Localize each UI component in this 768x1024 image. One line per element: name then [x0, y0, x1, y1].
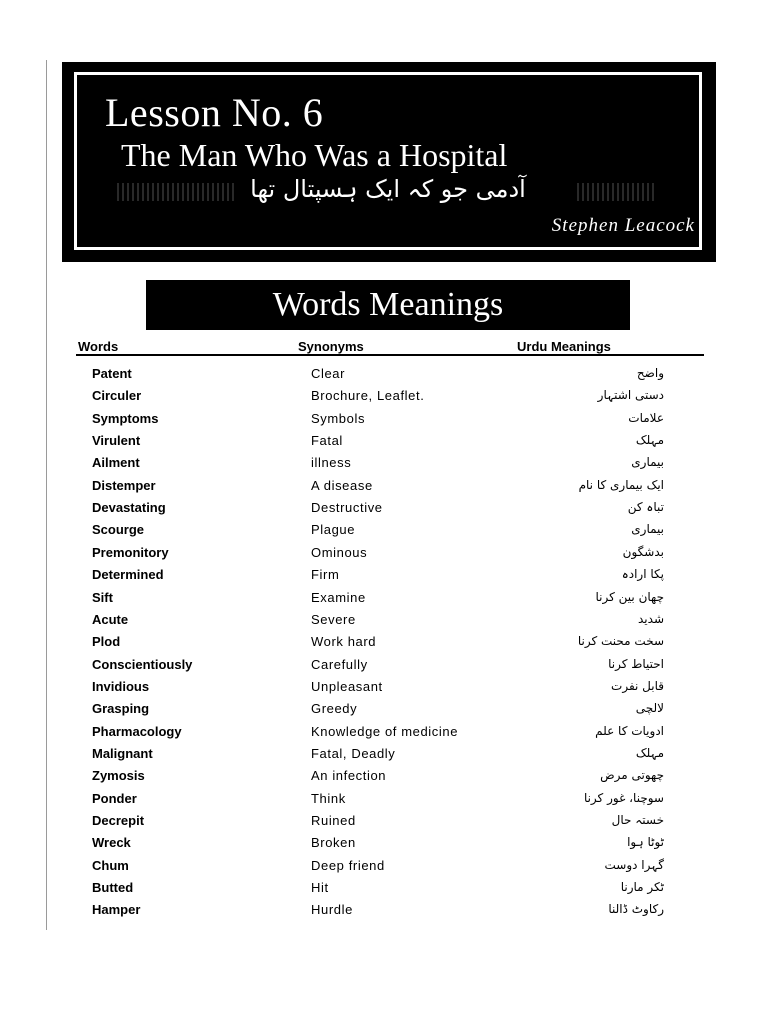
- author-name: Stephen Leacock: [551, 215, 695, 236]
- table-row: [0, 880, 768, 902]
- word-cell: Conscientiously: [92, 657, 193, 672]
- column-header-words: Words: [78, 339, 119, 354]
- synonym-cell: Destructive: [311, 500, 383, 515]
- header-rule: [76, 354, 704, 356]
- synonym-cell: Work hard: [311, 634, 377, 649]
- urdu-meaning-cell: بیماری: [631, 522, 664, 536]
- word-cell: Acute: [92, 612, 129, 627]
- word-cell: Symptoms: [92, 411, 159, 426]
- urdu-meaning-cell: خستہ حال: [611, 813, 664, 827]
- urdu-meaning-cell: ادویات کا علم: [595, 724, 664, 738]
- synonym-cell: Examine: [311, 590, 366, 605]
- word-cell: Chum: [92, 858, 129, 873]
- synonym-cell: Think: [311, 791, 346, 806]
- synonym-cell: Ominous: [311, 545, 368, 560]
- table-row: [0, 858, 768, 880]
- urdu-meaning-cell: سخت محنت کرنا: [577, 634, 664, 648]
- synonym-cell: A disease: [311, 478, 373, 493]
- urdu-meaning-cell: بدشگون: [622, 545, 664, 559]
- word-cell: Virulent: [92, 433, 141, 448]
- column-header-urdu: Urdu Meanings: [517, 339, 611, 354]
- word-cell: Butted: [92, 880, 134, 895]
- urdu-title: آدمی جو کہ ایک ہسپتال تھا: [250, 175, 526, 203]
- table-row: [0, 522, 768, 544]
- word-cell: Plod: [92, 634, 121, 649]
- table-row: [0, 768, 768, 790]
- table-row: [0, 366, 768, 388]
- synonym-cell: Hit: [311, 880, 329, 895]
- synonym-cell: Unpleasant: [311, 679, 383, 694]
- lesson-banner: [62, 62, 716, 262]
- synonym-cell: An infection: [311, 768, 387, 783]
- synonym-cell: illness: [311, 455, 352, 470]
- word-cell: Circuler: [92, 388, 142, 403]
- urdu-meaning-cell: علامات: [628, 411, 664, 425]
- urdu-meaning-cell: ٹکر مارنا: [620, 880, 664, 894]
- synonym-cell: Firm: [311, 567, 340, 582]
- word-cell: Devastating: [92, 500, 166, 515]
- column-header-synonyms: Synonyms: [298, 339, 364, 354]
- urdu-meaning-cell: مہلک: [635, 746, 664, 760]
- urdu-meaning-cell: لالچی: [635, 701, 664, 715]
- synonym-cell: Clear: [311, 366, 346, 381]
- section-title: Words Meanings: [146, 280, 630, 330]
- urdu-meaning-cell: شدید: [638, 612, 664, 626]
- urdu-meaning-cell: رکاوٹ ڈالنا: [608, 902, 664, 916]
- synonym-cell: Fatal, Deadly: [311, 746, 396, 761]
- word-cell: Ailment: [92, 455, 140, 470]
- word-cell: Sift: [92, 590, 113, 605]
- urdu-meaning-cell: واضح: [636, 366, 664, 380]
- word-cell: Malignant: [92, 746, 153, 761]
- story-title: The Man Who Was a Hospital: [121, 137, 508, 173]
- urdu-meaning-cell: بیماری: [631, 455, 664, 469]
- synonym-cell: Symbols: [311, 411, 366, 426]
- table-row: [0, 634, 768, 656]
- word-cell: Determined: [92, 567, 164, 582]
- synonym-cell: Deep friend: [311, 858, 385, 873]
- table-row: [0, 388, 768, 410]
- word-cell: Distemper: [92, 478, 156, 493]
- word-cell: Ponder: [92, 791, 137, 806]
- table-row: [0, 724, 768, 746]
- table-row: [0, 813, 768, 835]
- word-cell: Invidious: [92, 679, 150, 694]
- urdu-meaning-cell: تباہ کن: [627, 500, 664, 514]
- table-row: [0, 835, 768, 857]
- urdu-meaning-cell: پکا ارادہ: [621, 567, 664, 581]
- table-row: [0, 657, 768, 679]
- lesson-number: Lesson No. 6: [105, 90, 324, 135]
- word-cell: Decrepit: [92, 813, 145, 828]
- synonym-cell: Broken: [311, 835, 356, 850]
- table-row: [0, 679, 768, 701]
- word-cell: Patent: [92, 366, 132, 381]
- table-row: [0, 701, 768, 723]
- synonym-cell: Greedy: [311, 701, 358, 716]
- table-row: [0, 478, 768, 500]
- table-row: [0, 746, 768, 768]
- synonym-cell: Knowledge of medicine: [311, 724, 459, 739]
- urdu-meaning-cell: ایک بیماری کا نام: [578, 478, 664, 492]
- table-row: [0, 902, 768, 924]
- urdu-meaning-cell: گہرا دوست: [604, 858, 664, 872]
- banner-frame: [74, 72, 702, 250]
- word-cell: Scourge: [92, 522, 145, 537]
- urdu-meaning-cell: مہلک: [635, 433, 664, 447]
- table-row: [0, 433, 768, 455]
- synonym-cell: Fatal: [311, 433, 343, 448]
- word-cell: Grasping: [92, 701, 150, 716]
- urdu-meaning-cell: قابل نفرت: [611, 679, 664, 693]
- urdu-meaning-cell: چھان بین کرنا: [595, 590, 664, 604]
- urdu-meaning-cell: چھوتی مرض: [600, 768, 664, 782]
- urdu-meaning-cell: احتیاط کرنا: [608, 657, 664, 671]
- table-row: [0, 455, 768, 477]
- synonym-cell: Plague: [311, 522, 356, 537]
- synonym-cell: Ruined: [311, 813, 356, 828]
- table-row: [0, 500, 768, 522]
- word-cell: Premonitory: [92, 545, 169, 560]
- urdu-meaning-cell: دستی اشتہار: [597, 388, 664, 402]
- synonym-cell: Severe: [311, 612, 356, 627]
- table-row: [0, 545, 768, 567]
- table-row: [0, 612, 768, 634]
- word-cell: Zymosis: [92, 768, 145, 783]
- table-row: [0, 567, 768, 589]
- urdu-meaning-cell: سوچنا، غور کرنا: [583, 791, 664, 805]
- word-cell: Pharmacology: [92, 724, 182, 739]
- table-row: [0, 411, 768, 433]
- synonym-cell: Hurdle: [311, 902, 353, 917]
- word-cell: Hamper: [92, 902, 141, 917]
- table-row: [0, 791, 768, 813]
- synonym-cell: Carefully: [311, 657, 368, 672]
- table-row: [0, 590, 768, 612]
- urdu-meaning-cell: ٹوٹا ہوا: [627, 835, 664, 849]
- word-cell: Wreck: [92, 835, 131, 850]
- synonym-cell: Brochure, Leaflet.: [311, 388, 425, 403]
